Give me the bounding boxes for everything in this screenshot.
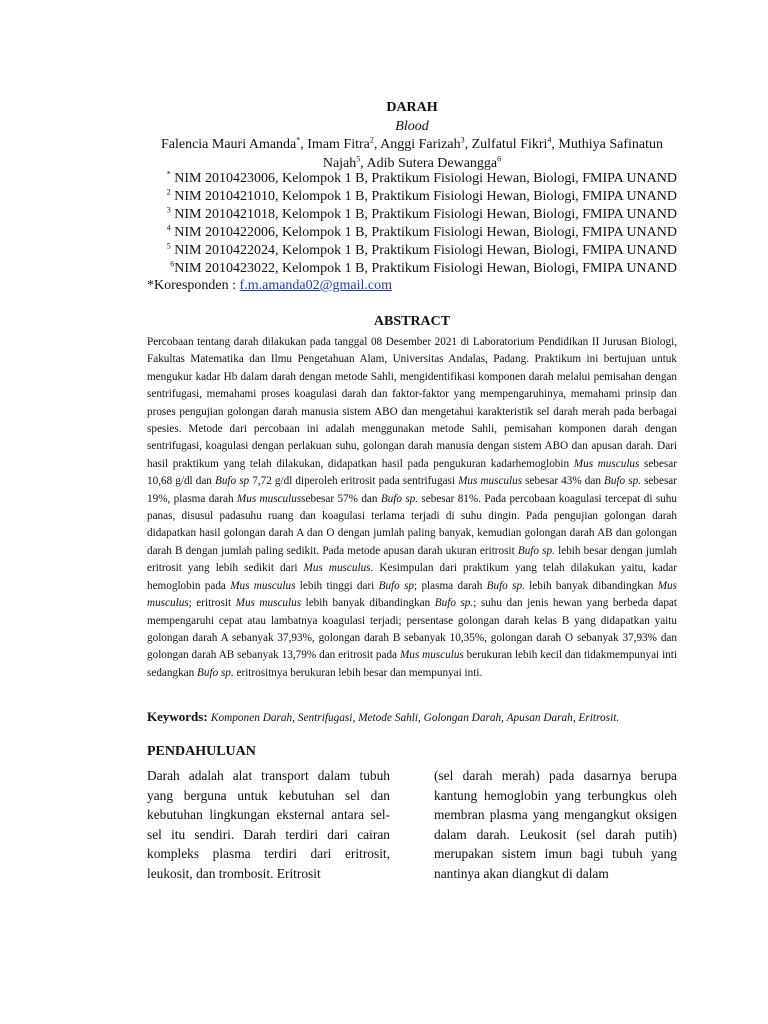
- keywords-label: Keywords:: [147, 709, 208, 724]
- author: Imam Fitra$^2$: [307, 135, 374, 152]
- species-name: Mus musculus: [230, 579, 296, 592]
- abstract-text: sebesar 43% dan: [522, 475, 605, 488]
- correspondence: [147, 278, 392, 294]
- abstract-text: sebesar 19%, plasma darah: [147, 475, 677, 505]
- affiliation: * NIM 2010423006, Kelompok 1 B, Praktikum Fisiologi Hewan, Biologi, FMIPA UNAND: [166, 169, 677, 186]
- author: Zulfatul Fikri$^4$: [471, 135, 552, 152]
- species-name: Mus musculus: [458, 475, 523, 488]
- author: Adib Sutera Dewangga$^6$: [366, 154, 502, 171]
- species-name: Bufo sp: [214, 475, 250, 488]
- abstract-body: [147, 334, 677, 682]
- species-name: Mus musculus: [399, 649, 464, 662]
- paper-subtitle: Blood: [395, 119, 429, 134]
- species-name: Bufo sp.: [486, 579, 525, 592]
- species-name: Mus musculus: [236, 492, 302, 505]
- abstract-text: sebesar 10,68 g/dl dan: [147, 457, 677, 488]
- species-name: Bufo sp.: [604, 475, 641, 488]
- species-name: Mus musculus: [235, 597, 302, 610]
- species-name: Bufo sp.: [197, 666, 234, 679]
- abstract-text: 7,72 g/dl diperoleh eritrosit pada sentrifugasi: [249, 475, 459, 488]
- affiliation: $^5$ NIM 2010422024, Kelompok 1 B, Praktikum Fisiologi Hewan, Biologi, FMIPA UNAND: [166, 241, 677, 258]
- species-name: Bufo sp: [378, 579, 415, 592]
- abstract-text: sebesar 81%. Pada percobaan koagulasi tercepat di suhu panas, disusul padasuhu ruang dan koagulasi terlama terjadi di suhu dingin. Pada pengujian golongan darah didapatkan hasil golongan darah A dan O dengan jumlah paling banyak, kemudian golongan darah AB dan golongan darah B dengan jumlah paling sedikit. Pada metode apusan darah ukuran eritrosit: [147, 492, 677, 557]
- email-link[interactable]: f.m.amanda02@gmail.com: [239, 278, 393, 293]
- species-name: Mus musculus: [303, 562, 371, 575]
- keywords-text: Komponen Darah, Sentrifugasi, Metode Sahli, Golongan Darah, Apusan Darah, Eritrosit.: [210, 712, 620, 724]
- species-name: Mus musculus: [147, 579, 677, 610]
- abstract-text: ; eritrosit: [188, 597, 236, 610]
- author: Anggi Farizah$^3$: [380, 135, 465, 152]
- abstract-text: eritrositnya berukuran lebih besar dan mempunyai inti.: [233, 666, 483, 679]
- keywords: [147, 709, 687, 725]
- species-name: Bufo sp.: [517, 544, 555, 557]
- abstract-text: . Kesimpulan dari praktikum yang telah dilakukan yaitu, kadar hemoglobin pada: [147, 562, 678, 592]
- abstract-text: lebih banyak dibandingkan: [524, 579, 658, 592]
- correspondence-label: *Koresponden :: [147, 278, 240, 293]
- paper-title: DARAH: [386, 100, 438, 115]
- abstract-text: lebih banyak dibandingkan: [301, 597, 435, 610]
- intro-column-right: (sel darah merah) pada dasarnya berupa kantung hemoglobin yang terbungkus oleh membran plasma yang mengangkut oksigen dalam darah. Leukosit (sel darah putih) merupakan sistem imun bagi tubuh yang nantinya akan diangkut di dalam: [434, 768, 677, 881]
- abstract-text: Percobaan tentang darah dilakukan pada tanggal 08 Desember 2021 di Laboratorium Pendidikan II Jurusan Biologi, Fakultas Matematika dan Ilmu Pengetahuan Alam, Universitas Andalas, Padang. Praktikum ini bertujuan untuk mengukur kadar Hb dalam darah dengan metode Sahli, mengidentifikasi komponen darah melalui pemisahan dengan sentrifugasi, memahami proses koagulasi darah dan faktor-faktor yang mempengaruhinya, memahami prinsip dan proses pengujian golongan darah manusia sistem ABO dan mengetahui karakteristik sel darah merah pada berbagai spesies. Metode dari percobaan ini adalah menggunakan metode Sahli, pemisahan komponen darah dengan sentrifugasi, koagulasi dengan perlakuan suhu, golongan darah manusia dengan sistem ABO dan apusan darah. Dari hasil praktikum yang telah dilakukan, didapatkan hasil pada pengukuran kadarhemoglobin: [147, 336, 677, 470]
- species-name: Bufo sp.: [434, 597, 474, 610]
- intro-column-left: Darah adalah alat transport dalam tubuh yang berguna untuk kebutuhan sel dan kebutuhan lingkungan eksternal antara sel-sel itu sendiri. Darah terdiri dari cairan kompleks plasma terdiri dari eritrosit, leukosit, dan trombosit. Eritrosit: [147, 768, 390, 881]
- abstract-text: berukuran lebih kecil dan tidakmempunyai inti sedangkan: [147, 649, 677, 679]
- affiliation: $^6$NIM 2010423022, Kelompok 1 B, Praktikum Fisiologi Hewan, Biologi, FMIPA UNAND: [170, 259, 677, 276]
- author-list: Falencia Mauri Amanda*, Imam Fitra$^2$, Anggi Farizah$^3$, Zulfatul Fikri$^4$, Muthiya Safinatun Najah$^5$, Adib Sutera Dewangga$^6$: [160, 135, 664, 171]
- abstract-text: ; suhu dan jenis hewan yang berbeda dapat mempengaruhi cepat atau lambatnya koagulasi terjadi; persentase golongan darah kelas B yang didapatkan yaitu golongan darah A sebanyak 37,93%, golongan darah B sebanyak 10,35%, golongan darah O sebanyak 37,93% dan golongan darah AB sebanyak 13,79% dan eritrosit pada: [147, 597, 677, 662]
- abstract-heading: ABSTRACT: [373, 314, 451, 329]
- affiliation: $^2$ NIM 2010421010, Kelompok 1 B, Praktikum Fisiologi Hewan, Biologi, FMIPA UNAND: [166, 187, 677, 204]
- section-heading: PENDAHULUAN: [147, 744, 256, 759]
- affiliation: $^3$ NIM 2010421018, Kelompok 1 B, Praktikum Fisiologi Hewan, Biologi, FMIPA UNAND: [166, 205, 677, 222]
- author: Muthiya Safinatun Najah$^5$: [322, 137, 664, 171]
- abstract-text: ; plasma darah: [414, 579, 487, 592]
- affiliation: $^4$ NIM 2010422006, Kelompok 1 B, Praktikum Fisiologi Hewan, Biologi, FMIPA UNAND: [166, 223, 677, 240]
- species-name: Bufo sp.: [380, 492, 419, 505]
- species-name: Mus musculus: [573, 457, 640, 470]
- author: Falencia Mauri Amanda*: [160, 135, 301, 152]
- abstract-text: lebih besar dengan jumlah eritrosit yang lebih sedikit dari: [147, 544, 678, 575]
- affiliation-list: [147, 170, 677, 278]
- abstract-text: sebesar 57% dan: [301, 492, 381, 505]
- abstract-text: lebih tinggi dari: [295, 579, 379, 592]
